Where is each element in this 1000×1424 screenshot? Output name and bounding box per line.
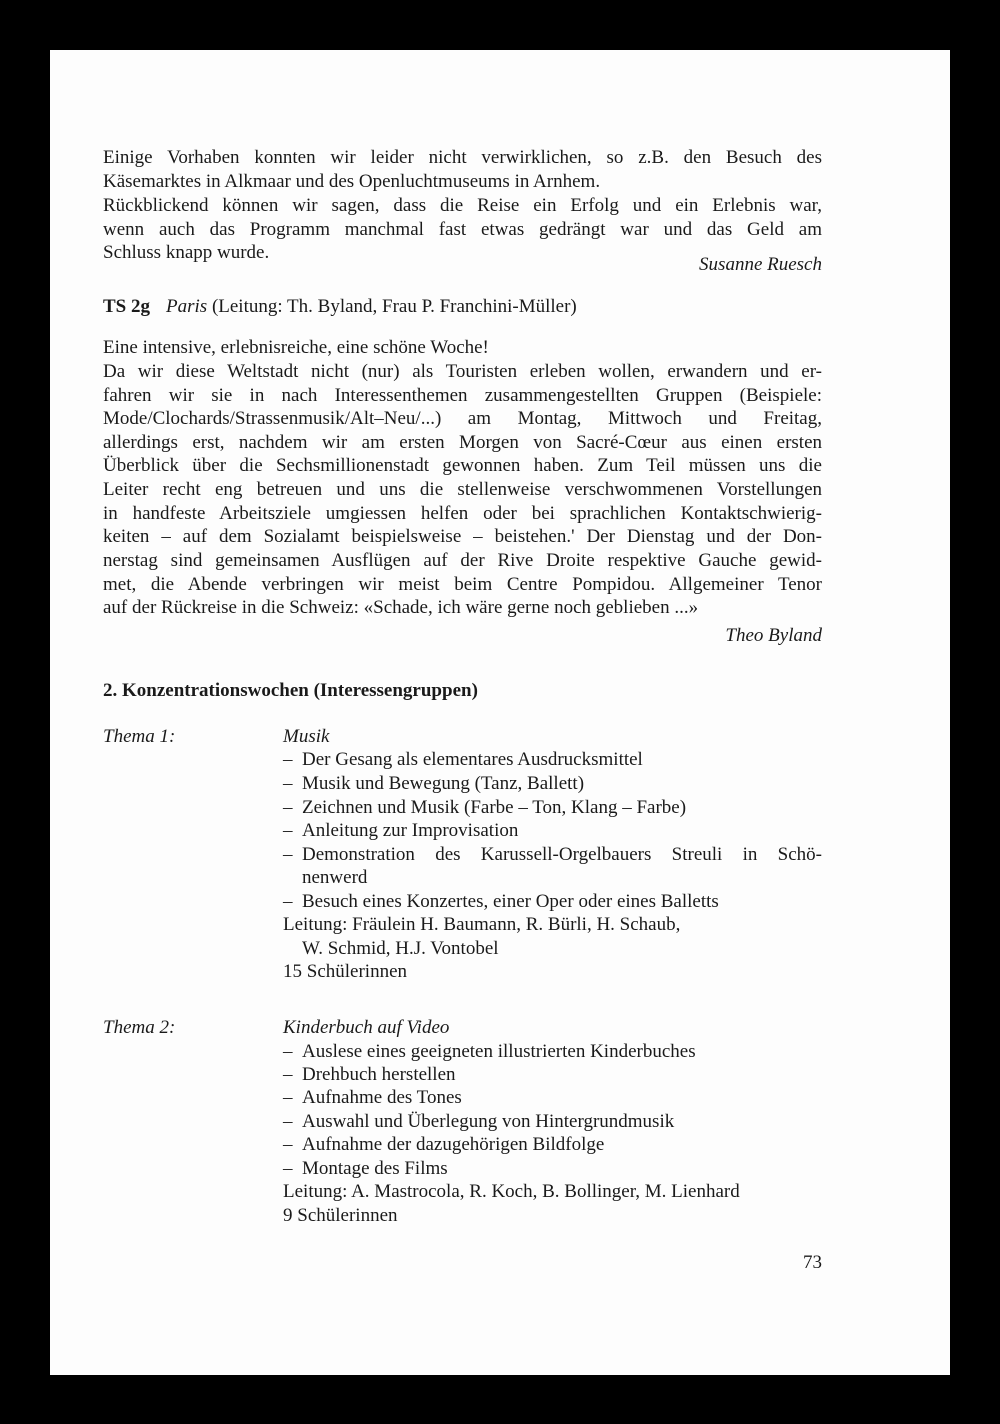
list-item: – Der Gesang als elementares Ausdrucksmittel (283, 749, 643, 770)
text-line: Rückblickend können wir sagen, dass die Reise ein Erfolg und ein Erlebnis war, (103, 195, 822, 216)
page-number: 73 (803, 1252, 822, 1273)
text-line: Käsemarktes in Alkmaar und des Openluchtmuseums in Arnhem. (103, 171, 601, 192)
text-line: auf der Rückreise in die Schweiz: «Schade, ich wäre gerne noch geblieben ...» (103, 597, 699, 618)
list-item: – Aufnahme der dazugehörigen Bildfolge (283, 1134, 605, 1155)
list-item: – Zeichnen und Musik (Farbe – Ton, Klang – Farbe) (283, 797, 687, 818)
list-item: – Besuch eines Konzertes, einer Oper oder eines Balletts (283, 891, 719, 912)
list-item: – Anleitung zur Improvisation (283, 820, 519, 841)
leaders-line: W. Schmid, H.J. Vontobel (302, 938, 499, 959)
list-item-continuation: nenwerd (302, 867, 368, 888)
thema-title: Musik (283, 726, 330, 747)
text-line: Überblick über die Sechsmillionenstadt gewonnen haben. Zum Teil müssen uns die (103, 455, 822, 476)
list-item: – Auslese eines geeigneten illustrierten Kinderbuches (283, 1041, 696, 1062)
text-line: Schluss knapp wurde. (103, 242, 270, 263)
text-line: met, die Abende verbringen wir meist beim Centre Pompidou. Allgemeiner Tenor (103, 574, 822, 595)
text-line: fahren wir sie in nach Interessenthemen zusammengestellten Gruppen (Beispiele: (103, 385, 822, 406)
text-line: Mode/Clochards/Strassenmusik/Alt–Neu/...) am Montag, Mittwoch und Freitag, (103, 408, 822, 429)
trip-place: Paris (166, 296, 208, 317)
thema-label: Thema 1: (103, 726, 176, 747)
author-signature: Theo Byland (725, 625, 822, 646)
leaders-line: Leitung: Fräulein H. Baumann, R. Bürli, H. Schaub, (283, 914, 681, 935)
list-item: – Auswahl und Überlegung von Hintergrundmusik (283, 1111, 675, 1132)
text-line: in handfeste Arbeitsziele umgiessen helfen oder bei sprachlichen Kontaktschwierig- (103, 503, 822, 524)
leaders-line: Leitung: A. Mastrocola, R. Koch, B. Bollinger, M. Lienhard (283, 1181, 740, 1202)
trip-heading (103, 295, 822, 319)
participant-count: 15 Schülerinnen (283, 961, 408, 982)
list-item: – Demonstration des Karussell-Orgelbauers Streuli in Schö- (283, 844, 822, 865)
text-line: Einige Vorhaben konnten wir leider nicht verwirklichen, so z.B. den Besuch des (103, 147, 822, 168)
list-item: – Musik und Bewegung (Tanz, Ballett) (283, 773, 585, 794)
list-item: – Aufnahme des Tones (283, 1087, 462, 1108)
text-line: Leiter recht eng betreuen und uns die stellenweise verschwommenen Vorstellungen (103, 479, 822, 500)
thema-label: Thema 2: (103, 1017, 176, 1038)
text-line: nerstag sind gemeinsamen Ausflügen auf der Rive Droite respektive Gauche gewid- (103, 550, 822, 571)
text-line: Eine intensive, erlebnisreiche, eine schöne Woche! (103, 337, 489, 358)
participant-count: 9 Schülerinnen (283, 1205, 398, 1226)
author-signature: Susanne Ruesch (699, 254, 822, 275)
trip-code: TS 2g (103, 296, 150, 317)
text-line: Da wir diese Weltstadt nicht (nur) als Touristen erleben wollen, erwandern und er- (103, 361, 822, 382)
text-line: allerdings erst, nachdem wir am ersten Morgen von Sacré-Cœur aus einen ersten (103, 432, 822, 453)
list-item: – Drehbuch herstellen (283, 1064, 456, 1085)
text-line: wenn auch das Programm manchmal fast etwas gedrängt war und das Geld am (103, 219, 822, 240)
section-heading: 2. Konzentrationswochen (Interessengruppen) (103, 680, 478, 701)
text-line: keiten – auf dem Sozialamt beispielsweise – beistehen.' Der Dienstag und der Don- (103, 526, 822, 547)
thema-title: Kinderbuch auf Video (283, 1017, 450, 1038)
trip-leaders: (Leitung: Th. Byland, Frau P. Franchini-Müller) (207, 296, 577, 317)
list-item: – Montage des Films (283, 1158, 448, 1179)
